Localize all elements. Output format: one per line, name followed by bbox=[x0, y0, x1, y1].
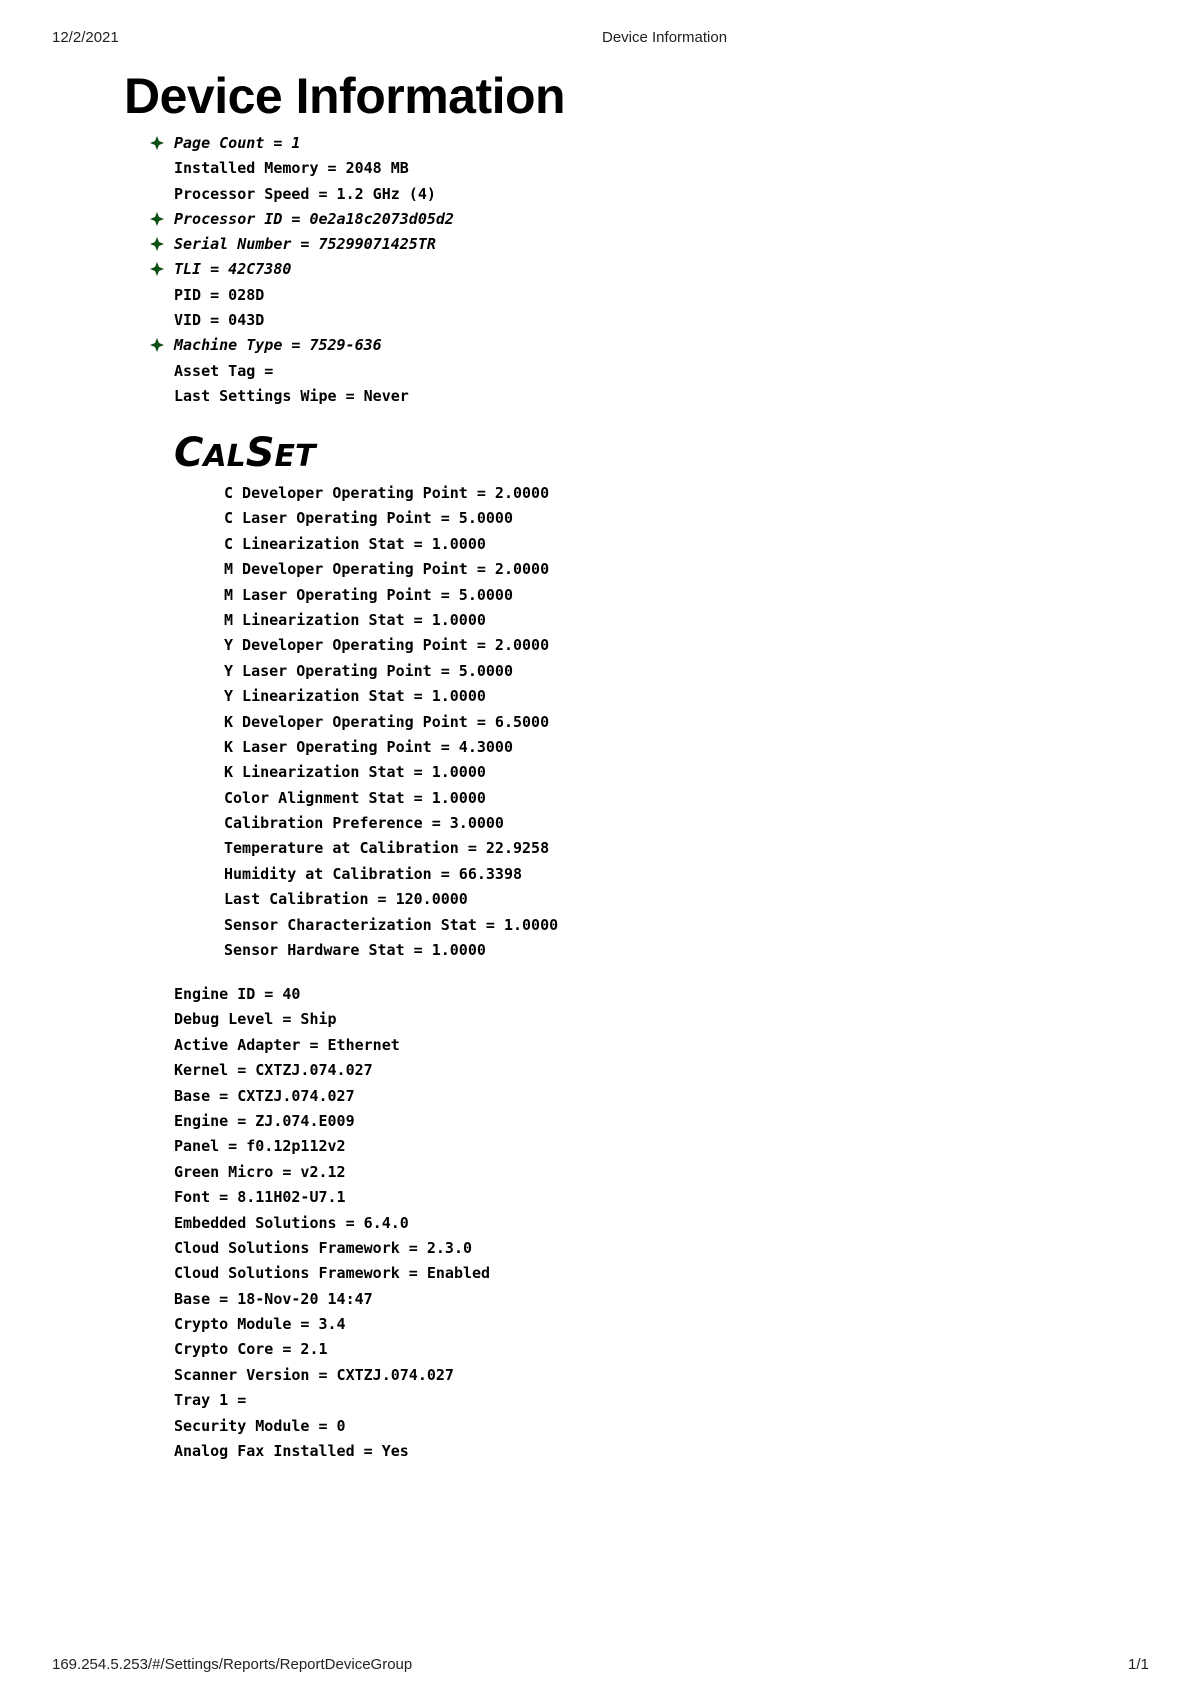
calset-item: Color Alignment Stat = 1.0000 bbox=[224, 788, 486, 807]
print-page-number: 1/1 bbox=[1128, 1656, 1149, 1673]
engine-info-item: Scanner Version = CXTZJ.074.027 bbox=[174, 1365, 454, 1384]
device-info-item bbox=[174, 207, 454, 232]
device-info-item bbox=[174, 359, 454, 384]
calset-item: Sensor Hardware Stat = 1.0000 bbox=[224, 941, 486, 960]
calset-heading-part: AL bbox=[203, 439, 246, 474]
engine-info-item: Embedded Solutions = 6.4.0 bbox=[174, 1213, 409, 1232]
device-info-item bbox=[174, 156, 454, 181]
calset-heading-part: ET bbox=[274, 439, 316, 474]
print-header-title: Device Information bbox=[602, 29, 728, 46]
engine-info-item: Analog Fax Installed = Yes bbox=[174, 1442, 409, 1461]
page-title: Device Information bbox=[124, 68, 566, 124]
calset-item: Last Calibration = 120.0000 bbox=[224, 890, 468, 909]
calset-item: K Laser Operating Point = 4.3000 bbox=[224, 737, 513, 756]
engine-info-item: Tray 1 = bbox=[174, 1391, 247, 1410]
calset-item: M Linearization Stat = 1.0000 bbox=[224, 610, 486, 629]
device-info-text: Last Settings Wipe = Never bbox=[174, 386, 409, 405]
device-info-text: Asset Tag = bbox=[174, 361, 274, 380]
engine-info-item: Cloud Solutions Framework = Enabled bbox=[174, 1264, 491, 1283]
engine-info-item: Crypto Core = 2.1 bbox=[174, 1340, 328, 1359]
four-point-star-bullet-icon bbox=[150, 212, 164, 226]
calset-item: M Developer Operating Point = 2.0000 bbox=[224, 560, 550, 579]
device-info-text: Page Count = 1 bbox=[174, 134, 301, 152]
calset-item: Y Linearization Stat = 1.0000 bbox=[224, 687, 486, 706]
calset-heading-part: C bbox=[174, 430, 204, 476]
four-point-star-bullet-icon bbox=[150, 237, 164, 251]
calset-item: Temperature at Calibration = 22.9258 bbox=[224, 839, 550, 858]
calset-heading-part: S bbox=[245, 430, 275, 476]
device-info-text: PID = 028D bbox=[174, 285, 265, 304]
device-info-text: Installed Memory = 2048 MB bbox=[174, 159, 409, 178]
device-info-item bbox=[174, 333, 454, 358]
device-info-item bbox=[174, 283, 454, 308]
device-info-text: Processor ID = 0e2a18c2073d05d2 bbox=[174, 209, 454, 228]
calset-heading bbox=[174, 430, 315, 481]
engine-info-item: Crypto Module = 3.4 bbox=[174, 1315, 346, 1334]
calset-item: C Developer Operating Point = 2.0000 bbox=[224, 484, 550, 502]
device-info-text: TLI = 42C7380 bbox=[174, 260, 292, 279]
calset-item: Calibration Preference = 3.0000 bbox=[224, 814, 504, 833]
calset-item: C Laser Operating Point = 5.0000 bbox=[224, 509, 513, 528]
engine-info-item: Font = 8.11H02-U7.1 bbox=[174, 1188, 346, 1207]
print-date: 12/2/2021 bbox=[52, 29, 119, 46]
engine-info-item: Kernel = CXTZJ.074.027 bbox=[174, 1061, 373, 1080]
calset-item: C Linearization Stat = 1.0000 bbox=[224, 534, 486, 553]
calset-item: Humidity at Calibration = 66.3398 bbox=[224, 864, 523, 883]
engine-info-item: Base = 18-Nov-20 14:47 bbox=[174, 1289, 373, 1308]
device-info-item bbox=[174, 182, 454, 207]
four-point-star-bullet-icon bbox=[150, 262, 164, 276]
calset-item: Y Developer Operating Point = 2.0000 bbox=[224, 636, 550, 655]
device-info-text: Processor Speed = 1.2 GHz (4) bbox=[174, 184, 436, 203]
engine-info-item: Engine ID = 40 bbox=[174, 985, 301, 1003]
calset-item: Sensor Characterization Stat = 1.0000 bbox=[224, 915, 559, 934]
four-point-star-bullet-icon bbox=[150, 338, 164, 352]
engine-info-item: Active Adapter = Ethernet bbox=[174, 1035, 400, 1054]
device-info-item bbox=[174, 232, 454, 257]
device-info-item bbox=[174, 257, 454, 282]
engine-info-item: Security Module = 0 bbox=[174, 1416, 346, 1435]
calset-item: K Linearization Stat = 1.0000 bbox=[224, 763, 486, 782]
device-info-item bbox=[174, 308, 454, 333]
engine-info-item: Base = CXTZJ.074.027 bbox=[174, 1086, 355, 1105]
device-info-text: VID = 043D bbox=[174, 311, 265, 330]
engine-info-item: Engine = ZJ.074.E009 bbox=[174, 1111, 355, 1130]
calset-item: M Laser Operating Point = 5.0000 bbox=[224, 585, 513, 604]
calset-item: Y Laser Operating Point = 5.0000 bbox=[224, 661, 513, 680]
calset-list bbox=[224, 481, 558, 963]
engine-info-item: Cloud Solutions Framework = 2.3.0 bbox=[174, 1238, 473, 1257]
four-point-star-bullet-icon bbox=[150, 136, 164, 150]
device-info-text: Serial Number = 75299071425TR bbox=[174, 235, 436, 254]
engine-info-item: Debug Level = Ship bbox=[174, 1010, 337, 1029]
device-info-item bbox=[174, 384, 454, 409]
print-footer-url: 169.254.5.253/#/Settings/Reports/ReportDeviceGroup bbox=[52, 1656, 413, 1673]
engine-info-item: Green Micro = v2.12 bbox=[174, 1162, 346, 1181]
calset-item: K Developer Operating Point = 6.5000 bbox=[224, 712, 550, 731]
device-info-list bbox=[174, 131, 454, 409]
device-info-text: Machine Type = 7529-636 bbox=[174, 336, 382, 355]
engine-info-list bbox=[174, 982, 490, 1464]
device-info-item bbox=[174, 131, 454, 156]
engine-info-item: Panel = f0.12p112v2 bbox=[174, 1137, 346, 1156]
